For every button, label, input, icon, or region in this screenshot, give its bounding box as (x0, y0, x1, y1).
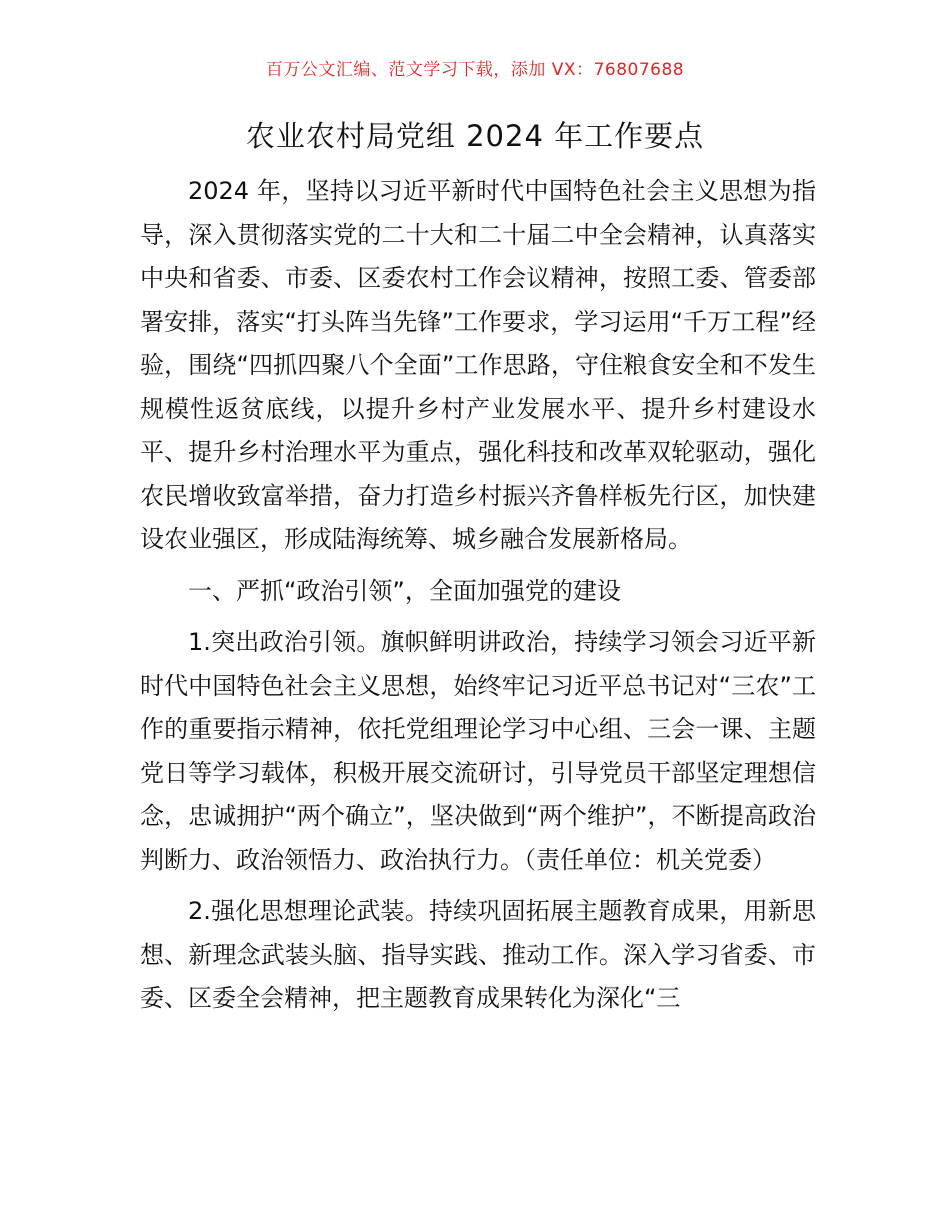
section-heading: 一、严抓“政治引领”，全面加强党的建设 (188, 576, 621, 605)
list-item: 2.强化思想理论武装。持续巩固拓展主题教育成果，用新思想、新理念武装头脑、指导实践、推动工作。深入学习省委、市委、区委全会精神，把主题教育成果转化为深化“三 (140, 897, 816, 1012)
page-title: 农业农村局党组 2024 年工作要点 (245, 119, 705, 153)
document-body (140, 170, 816, 1029)
list-item: 1.突出政治引领。旗帜鲜明讲政治，持续学习领会习近平新时代中国特色社会主义思想，始终牢记习近平总书记对“三农”工作的重要指示精神，依托党组理论学习中心组、三会一课、主题党日等学习载体，积极开展交流研讨，引导党员干部坚定理想信念，忠诚拥护“两个确立”，坚决做到“两个维护”，不断提高政治判断力、政治领悟力、政治执行力。（责任单位：机关党委） (140, 628, 816, 874)
watermark-header: 百万公文汇编、范文学习下载，添加 VX：76807688 (265, 60, 685, 80)
intro-paragraph: 2024 年，坚持以习近平新时代中国特色社会主义思想为指导，深入贯彻落实党的二十大和二十届二中全会精神，认真落实中央和省委、市委、区委农村工作会议精神，按照工委、管委部署安排，落实“打头阵当先锋”工作要求，学习运用“千万工程”经验，围绕“四抓四聚八个全面”工作思路，守住粮食安全和不发生规模性返贫底线，以提升乡村产业发展水平、提升乡村建设水平、提升乡村治理水平为重点，强化科技和改革双轮驱动，强化农民增收致富举措，奋力打造乡村振兴齐鲁样板先行区，加快建设农业强区，形成陆海统筹、城乡融合发展新格局。 (140, 177, 816, 553)
